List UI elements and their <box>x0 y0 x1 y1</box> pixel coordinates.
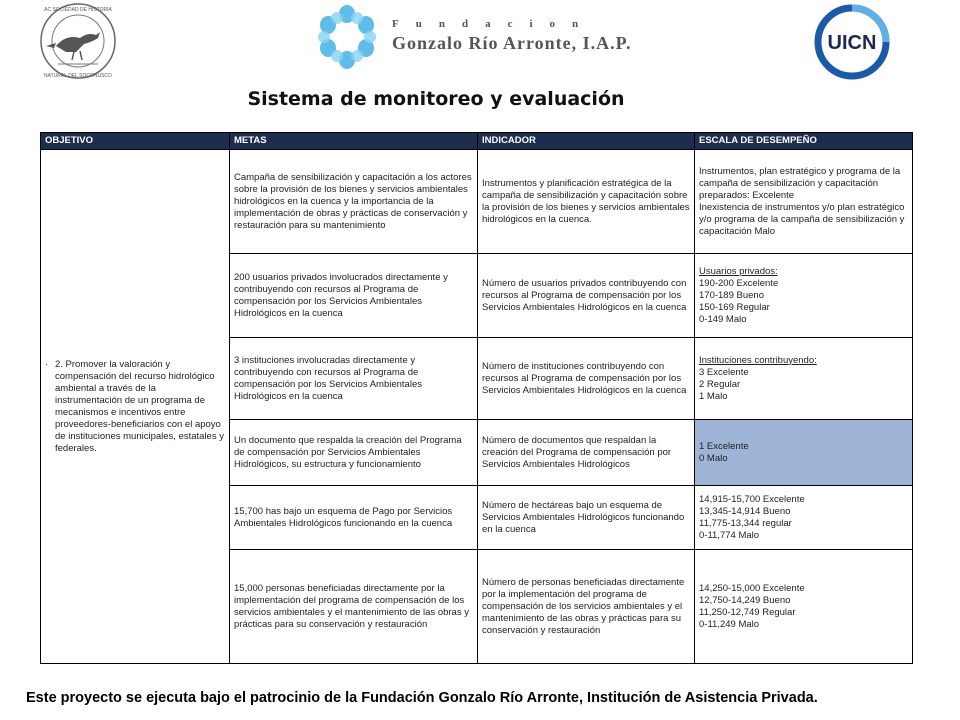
escala-heading: Instituciones contribuyendo: <box>699 354 817 366</box>
escala-cell <box>695 486 913 550</box>
escala-line: 14,915-15,700 Excelente <box>699 493 805 505</box>
indicador-cell: Número de usuarios privados contribuyendo con recursos al Programa de compensación por los Servicios Ambientales Hidrológicos en la cuenca <box>478 254 695 338</box>
meta-cell: 15,000 personas beneficiadas directamente por la implementación del programa de compensación de los servicios ambientales y el mantenimiento de las obras y prácticas para su conservación y restauración <box>230 550 478 664</box>
escala-line: Instrumentos, plan estratégico y programa de la campaña de sensibilización y capacitación preparados: Excelente <box>699 165 901 201</box>
svg-text:NATURAL DEL SOCONUSCO: NATURAL DEL SOCONUSCO <box>44 73 112 79</box>
escala-heading: Usuarios privados: <box>699 265 778 277</box>
escala-line: 12,750-14,249 Bueno <box>699 594 791 606</box>
meta-cell: Un documento que respalda la creación del Programa de compensación por Servicios Ambientales Hidrológicos, su estructura y funcionamiento <box>230 420 478 486</box>
meta-cell: 3 instituciones involucradas directamente y contribuyendo con recursos al Programa de compensación por los Servicios Ambientales Hidrológicos en la cuenca <box>230 338 478 420</box>
escala-line: 0-11,774 Malo <box>699 529 760 541</box>
header-objetivo: OBJETIVO <box>41 133 230 150</box>
escala-cell <box>695 550 913 664</box>
fgra-wordmark <box>392 18 632 54</box>
escala-line: Inexistencia de instrumentos y/o plan estratégico y/o programa de la campaña de sensibilización y capacitación Malo <box>699 201 905 237</box>
table-header-row <box>41 133 913 150</box>
monitoring-table <box>40 132 913 664</box>
header-indicador: INDICADOR <box>478 133 695 150</box>
escala-line: 2 Regular <box>699 378 741 390</box>
escala-line: 14,250-15,000 Excelente <box>699 582 805 594</box>
sponsor-footer: Este proyecto se ejecuta bajo el patrocinio de la Fundación Gonzalo Río Arronte, Institución de Asistencia Privada. <box>26 690 818 706</box>
water-drops-logo-icon <box>312 4 382 70</box>
objective-cell <box>41 150 230 664</box>
escala-cell <box>695 338 913 420</box>
indicador-cell: Número de instituciones contribuyendo con recursos al Programa de compensación por los Servicios Ambientales Hidrológicos en la cuenca <box>478 338 695 420</box>
fgra-line1: Fundacion <box>392 18 596 30</box>
escala-line: 170-189 Bueno <box>699 289 764 301</box>
indicador-cell: Número de hectáreas bajo un esquema de Servicios Ambientales Hidrológicos funcionando en la cuenca <box>478 486 695 550</box>
meta-cell: Campaña de sensibilización y capacitación a los actores sobre la provisión de los bienes y servicios ambientales hidrológicos en la cuenca y la importancia de la implementación de obras y prácticas de conservación y restauración para su mantenimiento <box>230 150 478 254</box>
escala-line: 190-200 Excelente <box>699 277 779 289</box>
header-escala: ESCALA DE DESEMPEÑO <box>695 133 913 150</box>
escala-cell <box>695 150 913 254</box>
uicn-text: UICN <box>827 32 877 54</box>
escala-cell <box>695 254 913 338</box>
escala-line: 13,345-14,914 Bueno <box>699 505 791 517</box>
roadrunner-seal-icon <box>36 2 120 80</box>
escala-line: 3 Excelente <box>699 366 749 378</box>
indicador-cell: Instrumentos y planificación estratégica de la campaña de sensibilización y capacitación sobre la provisión de los bienes y servicios ambientales hidrológicos en la cuenca. <box>478 150 695 254</box>
escala-line: 1 Excelente <box>699 440 749 452</box>
escala-line: 0-149 Malo <box>699 313 747 325</box>
objective-bullet: · <box>45 358 49 370</box>
uicn-logo-icon <box>812 4 892 80</box>
fgra-line2: Gonzalo Río Arronte, I.A.P. <box>392 33 632 53</box>
meta-cell: 200 usuarios privados involucrados directamente y contribuyendo con recursos al Programa de compensación por los Servicios Ambientales Hidrológicos en la cuenca <box>230 254 478 338</box>
logo-header <box>0 0 960 80</box>
header-metas: METAS <box>230 133 478 150</box>
indicador-cell: Número de personas beneficiadas directamente por la implementación del programa de compensación de los servicios ambientales y el mantenimiento de las obras y prácticas para su conservación y restauración <box>478 550 695 664</box>
escala-line: 11,250-12,749 Regular <box>699 606 796 618</box>
svg-text:AC SOCIEDAD DE HISTORIA: AC SOCIEDAD DE HISTORIA <box>44 7 112 13</box>
escala-cell-highlighted <box>695 420 913 486</box>
escala-line: 11,775-13,344 regular <box>699 517 792 529</box>
escala-line: 150-169 Regular <box>699 301 770 313</box>
page-title: Sistema de monitoreo y evaluación <box>247 88 625 110</box>
objective-text: 2. Promover la valoración y compensación del recurso hidrológico ambiental a través de la instrumentación de un programa de mecanismos e incentivos entre proveedores-beneficiarios con el apoyo de instituciones municipales, estatales y federales. <box>55 358 224 454</box>
escala-line: 0-11,249 Malo <box>699 618 760 630</box>
table-row <box>41 150 913 254</box>
escala-line: 1 Malo <box>699 390 728 402</box>
meta-cell: 15,700 has bajo un esquema de Pago por Servicios Ambientales Hidrológicos funcionando en la cuenca <box>230 486 478 550</box>
indicador-cell: Número de documentos que respaldan la creación del Programa de compensación por Servicios Ambientales Hidrológicos <box>478 420 695 486</box>
escala-line: 0 Malo <box>699 452 728 464</box>
